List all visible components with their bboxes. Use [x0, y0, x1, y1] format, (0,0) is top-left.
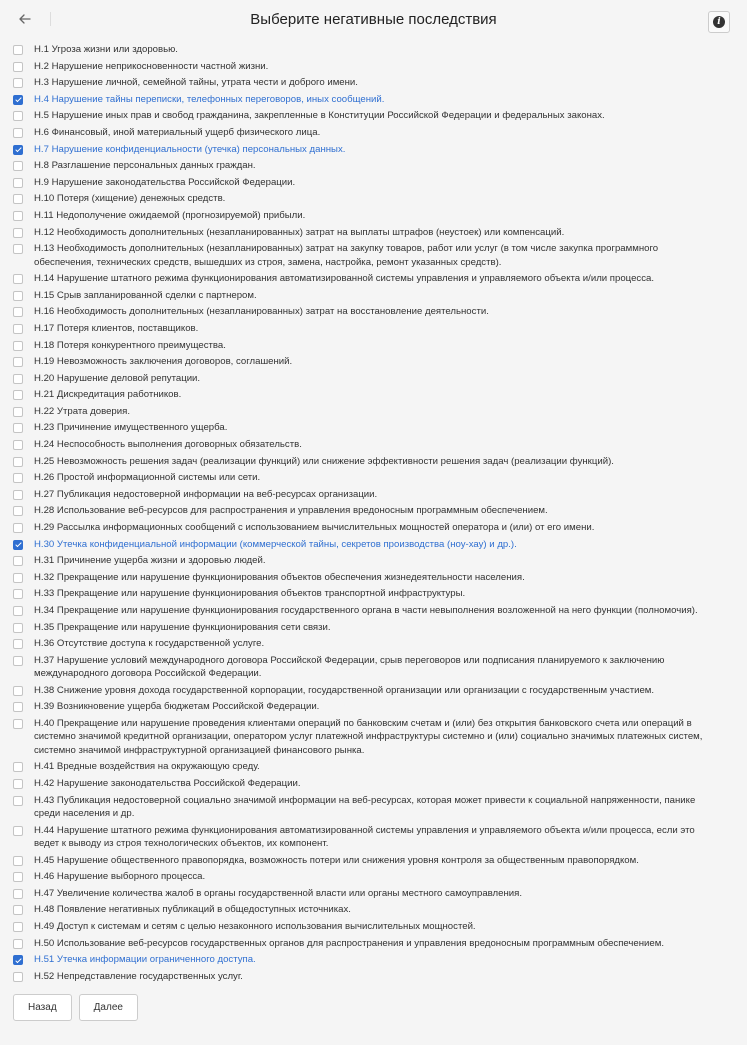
- checkbox[interactable]: [13, 972, 23, 982]
- checkbox-item[interactable]: [13, 759, 747, 776]
- checkbox-label: Н.38 Снижение уровня дохода государственной корпорации, государственной организации или организации с государственным участием.: [34, 684, 655, 696]
- checkbox[interactable]: [13, 872, 23, 882]
- checkbox-label: Н.7 Нарушение конфиденциальности (утечка) персональных данных.: [34, 143, 346, 155]
- checkbox-item[interactable]: [13, 853, 747, 870]
- checkbox[interactable]: [13, 556, 23, 566]
- checkbox-item[interactable]: [13, 288, 747, 305]
- checkbox[interactable]: [13, 178, 23, 188]
- checkbox-item[interactable]: [13, 716, 747, 760]
- checkbox-label: Н.52 Непредставление государственных услуг.: [34, 970, 243, 982]
- checkbox-item[interactable]: [13, 653, 747, 683]
- checkbox-label: Н.21 Дискредитация работников.: [34, 389, 182, 401]
- checkbox[interactable]: [13, 702, 23, 712]
- checkbox-item[interactable]: [13, 636, 747, 653]
- checkbox[interactable]: [13, 589, 23, 599]
- checkbox-label: Н.14 Нарушение штатного режима функционирования автоматизированной системы управления и управляемого объекта и/или процесса.: [34, 273, 654, 285]
- checkbox-item[interactable]: [13, 537, 747, 554]
- checkbox-item[interactable]: [13, 42, 747, 59]
- checkbox-item[interactable]: [13, 371, 747, 388]
- checkbox-label: Н.16 Необходимость дополнительных (незапланированных) затрат на восстановление деятельности.: [34, 306, 489, 318]
- checkbox-item[interactable]: [13, 570, 747, 587]
- checkbox-item[interactable]: [13, 620, 747, 637]
- checkbox-item[interactable]: [13, 241, 747, 271]
- checkbox-item[interactable]: [13, 387, 747, 404]
- checkbox-item[interactable]: [13, 586, 747, 603]
- checkbox[interactable]: [13, 244, 23, 254]
- checkbox-label: Н.18 Потеря конкурентного преимущества.: [34, 339, 226, 351]
- checkbox[interactable]: [13, 856, 23, 866]
- checkbox-checked[interactable]: [13, 145, 23, 155]
- checkbox-checked[interactable]: [13, 955, 23, 965]
- checkbox-label: Н.20 Нарушение деловой репутации.: [34, 372, 201, 384]
- checkbox[interactable]: [13, 719, 23, 729]
- checkbox-item[interactable]: [13, 191, 747, 208]
- checkbox-item[interactable]: [13, 208, 747, 225]
- checkbox-label: Н.17 Потеря клиентов, поставщиков.: [34, 322, 199, 334]
- checkbox-item[interactable]: [13, 936, 747, 953]
- checkbox-label: Н.19 Невозможность заключения договоров, соглашений.: [34, 356, 293, 368]
- checkbox-label: Н.13 Необходимость дополнительных (незапланированных) затрат на закупку товаров, работ или услуг (в том числе закупка программного обеспечения, технических средств, вышедших из строя, замена, настройка, ремонт указанных средств).: [34, 243, 659, 268]
- checkbox-label: Н.49 Доступ к системам и сетям с целью незаконного использования вычислительных мощностей.: [34, 921, 476, 933]
- checkbox[interactable]: [13, 506, 23, 516]
- checkbox-label: Н.4 Нарушение тайны переписки, телефонных переговоров, иных сообщений.: [34, 93, 385, 105]
- consequences-list: [0, 38, 747, 985]
- checkbox-label: Н.11 Недополучение ожидаемой (прогнозируемой) прибыли.: [34, 209, 306, 221]
- checkbox[interactable]: [13, 211, 23, 221]
- checkbox-item[interactable]: [13, 108, 747, 125]
- checkbox-label: Н.26 Простой информационной системы или сети.: [34, 472, 261, 484]
- checkbox-label: Н.3 Нарушение личной, семейной тайны, утрата чести и доброго имени.: [34, 77, 358, 89]
- checkbox-item[interactable]: [13, 420, 747, 437]
- checkbox-label: Н.36 Отсутствие доступа к государственной услуге.: [34, 638, 265, 650]
- checkbox-item[interactable]: [13, 969, 747, 986]
- checkbox-item[interactable]: [13, 354, 747, 371]
- checkbox[interactable]: [13, 473, 23, 483]
- checkbox[interactable]: [13, 128, 23, 138]
- checkbox-label: Н.41 Вредные воздействия на окружающую среду.: [34, 761, 260, 773]
- checkbox-item[interactable]: [13, 271, 747, 288]
- checkbox-label: Н.1 Угроза жизни или здоровью.: [34, 44, 178, 55]
- checkbox[interactable]: [13, 423, 23, 433]
- checkbox[interactable]: [13, 606, 23, 616]
- checkbox[interactable]: [13, 111, 23, 121]
- checkbox-label: Н.9 Нарушение законодательства Российской Федерации.: [34, 176, 296, 188]
- checkbox-label: Н.50 Использование веб-ресурсов государственных органов для распространения и управления вредоносным программным обеспечением.: [34, 937, 665, 949]
- checkbox-item[interactable]: [13, 919, 747, 936]
- checkbox-item[interactable]: [13, 75, 747, 92]
- checkbox-label: Н.46 Нарушение выборного процесса.: [34, 871, 206, 883]
- header: [0, 0, 747, 38]
- checkbox[interactable]: [13, 390, 23, 400]
- checkbox-item[interactable]: [13, 793, 747, 823]
- checkbox-checked[interactable]: [13, 95, 23, 105]
- checkbox-item[interactable]: [13, 338, 747, 355]
- checkbox[interactable]: [13, 457, 23, 467]
- checkbox-item[interactable]: [13, 225, 747, 242]
- checkbox[interactable]: [13, 407, 23, 417]
- footer: [0, 985, 747, 1021]
- checkbox-item[interactable]: [13, 304, 747, 321]
- checkbox[interactable]: [13, 228, 23, 238]
- checkbox-label: Н.8 Разглашение персональных данных граждан.: [34, 160, 256, 172]
- checkbox-label: Н.33 Прекращение или нарушение функционирования объектов транспортной инфраструктуры.: [34, 588, 466, 600]
- checkbox[interactable]: [13, 762, 23, 772]
- checkbox-label: Н.30 Утечка конфиденциальной информации (коммерческой тайны, секретов производства (ноу-хау) и др.).: [34, 538, 517, 550]
- checkbox-label: Н.25 Невозможность решения задач (реализации функций) или снижение эффективности решения задач (реализации функций).: [34, 455, 614, 467]
- checkbox-item[interactable]: [13, 125, 747, 142]
- checkbox[interactable]: [13, 324, 23, 334]
- checkbox-label: Н.2 Нарушение неприкосновенности частной жизни.: [34, 60, 269, 72]
- checkbox-item[interactable]: [13, 470, 747, 487]
- checkbox[interactable]: [13, 656, 23, 666]
- checkbox-item[interactable]: [13, 886, 747, 903]
- checkbox[interactable]: [13, 291, 23, 301]
- info-icon: i: [713, 16, 725, 28]
- checkbox-item[interactable]: [13, 175, 747, 192]
- page-title: Выберите негативные последствия: [250, 11, 497, 28]
- checkbox-label: Н.27 Публикация недостоверной информации на веб-ресурсах организации.: [34, 488, 378, 500]
- checkbox-label: Н.6 Финансовый, иной материальный ущерб физического лица.: [34, 126, 321, 138]
- checkbox-item[interactable]: [13, 952, 747, 969]
- checkbox-label: Н.12 Необходимость дополнительных (незапланированных) затрат на выплаты штрафов (неустоек) или компенсаций.: [34, 226, 565, 238]
- checkbox-item[interactable]: [13, 869, 747, 886]
- checkbox[interactable]: [13, 161, 23, 171]
- checkbox-item[interactable]: [13, 404, 747, 421]
- checkbox-label: Н.42 Нарушение законодательства Российской Федерации.: [34, 778, 301, 790]
- checkbox-item[interactable]: [13, 59, 747, 76]
- checkbox-item[interactable]: [13, 553, 747, 570]
- checkbox[interactable]: [13, 779, 23, 789]
- checkbox[interactable]: [13, 490, 23, 500]
- checkbox[interactable]: [13, 274, 23, 284]
- checkbox[interactable]: [13, 939, 23, 949]
- checkbox-item[interactable]: [13, 487, 747, 504]
- checkbox-item[interactable]: [13, 437, 747, 454]
- checkbox-label: Н.34 Прекращение или нарушение функционирования государственного органа в части невыполнения возложенной на него функции (полномочия).: [34, 605, 698, 616]
- checkbox-label: Н.45 Нарушение общественного правопорядка, возможность потери или снижения уровня контроля за общественным правопорядком.: [34, 854, 639, 866]
- checkbox[interactable]: [13, 307, 23, 317]
- checkbox[interactable]: [13, 796, 23, 806]
- checkbox[interactable]: [13, 889, 23, 899]
- checkbox[interactable]: [13, 194, 23, 204]
- checkbox[interactable]: [13, 78, 23, 88]
- checkbox[interactable]: [13, 686, 23, 696]
- checkbox[interactable]: [13, 623, 23, 633]
- checkbox-label: Н.44 Нарушение штатного режима функционирования автоматизированной системы управления и управляемого объекта и/или процесса, если это ведет к выводу из строя технологических объектов, их компонент.: [34, 824, 695, 850]
- checkbox-label: Н.29 Рассылка информационных сообщений с использованием вычислительных мощностей оператора и (или) от его имени.: [34, 522, 595, 534]
- checkbox-label: Н.37 Нарушение условий международного договора Российской Федерации, срыв переговоров или подписания планируемого к заключению международного договора Российской Федерации.: [34, 654, 665, 680]
- checkbox[interactable]: [13, 62, 23, 72]
- checkbox-item[interactable]: [13, 823, 747, 853]
- checkbox[interactable]: [13, 639, 23, 649]
- checkbox-label: Н.40 Прекращение или нарушение проведения клиентами операций по банковским счетам и (или) без открытия банковского счета или операций в системно значимой кредитной организации, оператором услуг платежной инфраструктуры системно и (или) социально значимых платежных систем, системно значимой инфраструктурной организацией финансового рынка.: [34, 717, 703, 756]
- checkbox-label: Н.24 Неспособность выполнения договорных обязательств.: [34, 439, 302, 451]
- checkbox[interactable]: [13, 357, 23, 367]
- checkbox-item[interactable]: [13, 142, 747, 159]
- checkbox[interactable]: [13, 45, 23, 55]
- checkbox-item[interactable]: [13, 454, 747, 471]
- next-button[interactable]: Далее: [79, 994, 138, 1021]
- checkbox-item[interactable]: [13, 520, 747, 537]
- checkbox[interactable]: [13, 922, 23, 932]
- checkbox[interactable]: [13, 374, 23, 384]
- checkbox-label: Н.48 Появление негативных публикаций в общедоступных источниках.: [34, 904, 351, 916]
- checkbox-item[interactable]: [13, 683, 747, 700]
- checkbox-label: Н.10 Потеря (хищение) денежных средств.: [34, 193, 226, 205]
- checkbox-label: Н.43 Публикация недостоверной социально значимой информации на веб-ресурсах, которая может привести к социальной напряженности, панике среди населения и др.: [34, 794, 696, 820]
- checkbox-label: Н.51 Утечка информации ограниченного доступа.: [34, 954, 256, 966]
- checkbox[interactable]: [13, 905, 23, 915]
- checkbox-item[interactable]: [13, 603, 747, 620]
- checkbox-label: Н.15 Срыв запланированной сделки с партнером.: [34, 289, 257, 301]
- checkbox-item[interactable]: [13, 776, 747, 793]
- checkbox-label: Н.47 Увеличение количества жалоб в органы государственной власти или органы местного самоуправления.: [34, 887, 523, 899]
- checkbox-label: Н.23 Причинение имущественного ущерба.: [34, 422, 228, 434]
- checkbox-label: Н.22 Утрата доверия.: [34, 405, 130, 417]
- checkbox-label: Н.32 Прекращение или нарушение функционирования объектов обеспечения жизнедеятельности населения.: [34, 571, 525, 583]
- checkbox-label: Н.31 Причинение ущерба жизни и здоровью людей.: [34, 555, 266, 567]
- checkbox-item[interactable]: [13, 699, 747, 716]
- checkbox-item[interactable]: [13, 902, 747, 919]
- checkbox-label: Н.5 Нарушение иных прав и свобод гражданина, закрепленные в Конституции Российской Федерации и федеральных законах.: [34, 110, 605, 122]
- checkbox[interactable]: [13, 341, 23, 351]
- checkbox-item[interactable]: [13, 92, 747, 109]
- back-nav-button[interactable]: Назад: [13, 994, 72, 1021]
- checkbox-item[interactable]: [13, 503, 747, 520]
- checkbox[interactable]: [13, 573, 23, 583]
- checkbox-item[interactable]: [13, 321, 747, 338]
- checkbox-item[interactable]: [13, 158, 747, 175]
- checkbox-label: Н.39 Возникновение ущерба бюджетам Российской Федерации.: [34, 701, 320, 713]
- checkbox[interactable]: [13, 440, 23, 450]
- checkbox-label: Н.28 Использование веб-ресурсов для распространения и управления вредоносным программным обеспечением.: [34, 505, 548, 517]
- checkbox[interactable]: [13, 826, 23, 836]
- info-button[interactable]: [708, 11, 730, 33]
- checkbox-label: Н.35 Прекращение или нарушение функционирования сети связи.: [34, 621, 331, 633]
- checkbox-checked[interactable]: [13, 540, 23, 550]
- checkbox[interactable]: [13, 523, 23, 533]
